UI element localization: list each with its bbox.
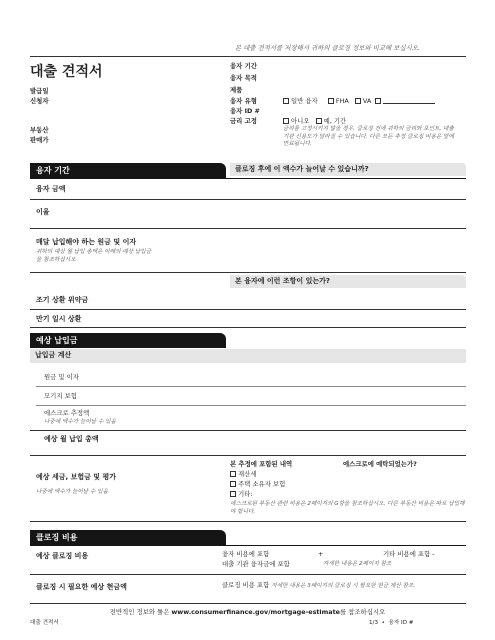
- rate-lock-label: 금리 고정: [230, 117, 257, 125]
- total-divider: [30, 455, 466, 456]
- escrow-label: 에스크로 추정액: [44, 409, 90, 417]
- cash-note-details: 자세한 내용은 3페이지의 클로징 시 필요한 현금 계산 참조.: [271, 583, 416, 589]
- cash-note-includes: 클로징 비용 포함: [222, 581, 270, 589]
- footer-info-prefix: 전반적인 정보와 툴은: [109, 608, 172, 616]
- taxes-label: 예상 세금, 보험금 및 평가: [36, 473, 117, 481]
- header-divider: [30, 56, 466, 57]
- property-taxes-checkbox[interactable]: [230, 471, 236, 477]
- footer-bullet: •: [381, 620, 385, 626]
- applicant-label: 신청자: [30, 97, 49, 105]
- pi-divider: [36, 386, 466, 387]
- footer-page-info: [369, 620, 413, 628]
- product-label: 제품: [230, 86, 243, 94]
- cash-divider: [30, 603, 466, 604]
- rate-lock-yes-checkbox[interactable]: [316, 118, 322, 124]
- cfpb-link[interactable]: www.consumerfinance.gov/mortgage-estimate: [171, 608, 340, 616]
- rate-lock-no-checkbox[interactable]: [283, 118, 289, 124]
- escrow-divider: [30, 430, 466, 431]
- page-number: 1/3: [369, 620, 379, 626]
- loan-term-label: 융자 기간: [230, 62, 257, 70]
- footer-info: [0, 608, 495, 617]
- other-checkbox[interactable]: [230, 491, 236, 497]
- closing-costs-header: 클로징 비용: [30, 530, 226, 545]
- loan-type-other-field[interactable]: [383, 97, 435, 104]
- other-item: [230, 490, 253, 499]
- rate-lock-no-label: 아니오: [291, 117, 310, 125]
- issue-date-label: 발급일: [30, 87, 49, 95]
- rate-lock-note: 금리를 고정시키지 않을 경우, 클로징 전에 귀하의 금리와 포인트, 대출 기관 신용도가 달라질 수 있습니다. 다른 모든 추정 클로징 비용은 앞에 만료됩니다.: [283, 126, 454, 148]
- costs-plus: +: [318, 550, 324, 558]
- loan-type-options: [283, 97, 435, 106]
- rate-lock-options: [283, 117, 346, 126]
- prepayment-penalty-label: 조기 상환 위약금: [36, 296, 89, 304]
- loan-amount-row: [30, 179, 466, 200]
- mi-divider: [36, 405, 466, 406]
- increase-question-header: 클로징 후에 이 액수가 늘어날 수 있습니까?: [230, 163, 466, 176]
- loan-features-header: 본 융자에 이런 조항이 있는가?: [230, 275, 466, 288]
- page-title: 대출 견적서: [30, 64, 103, 80]
- escrow-note: 나중에 액수가 늘어날 수 있음: [44, 419, 116, 425]
- loan-id-label: 융자 ID #: [230, 107, 260, 115]
- loan-terms-header: 융자 기간: [30, 163, 226, 178]
- cash-to-close-note: [222, 581, 466, 591]
- homeowners-insurance-item: [230, 480, 285, 489]
- prepayment-row: [30, 289, 466, 310]
- loan-amount-label: 융자 금액: [36, 185, 66, 193]
- purpose-label: 융자 목적: [230, 74, 257, 82]
- loan-type-other-checkbox[interactable]: [375, 98, 381, 104]
- payment-calc-header: 납입금 계산: [30, 349, 466, 363]
- estimated-closing-costs-label: 예상 클로징 비용: [36, 552, 89, 560]
- costs-other-costs: 기타 비용에 포함 -: [383, 550, 435, 558]
- includes-note: 에스크로된 부동산 관련 비용은 2페이지의 G항을 참조하십시오. 다른 부동산 비용은 따로 납입해야 합니다.: [230, 501, 465, 515]
- balloon-row: [30, 310, 466, 328]
- footer-info-suffix: 를 참조하십시오: [339, 608, 386, 616]
- includes-header: 본 추정에 포함된 내역: [230, 460, 293, 468]
- loan-type-va-label: VA: [362, 97, 372, 105]
- monthly-pi-label: 매달 납입해야 하는 원금 및 이자: [36, 238, 137, 246]
- principal-interest-label: 원금 및 이자: [44, 373, 79, 381]
- property-taxes-item: [230, 470, 257, 479]
- compare-note: 본 대출 견적서를 저장해서 귀하의 클로징 정보와 비교해 보십시오.: [235, 44, 420, 52]
- loan-type-fha-checkbox[interactable]: [328, 98, 334, 104]
- sale-price-label: 판매가: [30, 136, 49, 144]
- footer-loan-id: 융자 ID #: [388, 620, 414, 626]
- other-label: 기타:: [238, 490, 253, 498]
- monthly-pi-note: 귀하의 예상 월 납입 총액은 아래의 예상 납입금을 참조하십시오: [36, 249, 152, 263]
- loan-type-va-checkbox[interactable]: [355, 98, 361, 104]
- costs-divider: [30, 574, 466, 575]
- taxes-note: 나중에 액수가 늘어날 수 있음: [36, 489, 108, 495]
- loan-type-fha-label: FHA: [335, 97, 349, 105]
- projected-payments-header: 예상 납입금: [30, 333, 226, 348]
- interest-rate-label: 이율: [36, 208, 50, 216]
- cash-to-close-label: 클로징 시 필요한 예상 현금액: [36, 583, 127, 591]
- taxes-bottom-divider: [30, 521, 466, 522]
- costs-lender-credits: 대출 기관 융자금에 포함: [222, 560, 290, 568]
- monthly-pi-row: [30, 229, 466, 273]
- loan-type-conventional-label: 일반 융자: [291, 97, 318, 105]
- rate-lock-yes-label: 예, 기간: [323, 117, 347, 125]
- loan-type-conventional-checkbox[interactable]: [283, 98, 289, 104]
- escrow-included-header: 에스크로에 예탁되었는가?: [343, 460, 417, 468]
- property-label: 부동산: [30, 126, 49, 134]
- total-monthly-label: 예상 월 납입 총액: [44, 435, 99, 443]
- mortgage-insurance-label: 모기지 보험: [44, 392, 77, 400]
- costs-loan-costs: 융자 비용에 포함: [222, 550, 270, 558]
- costs-page2-note: 자세한 내용은 2페이지 참조: [323, 561, 392, 567]
- balloon-payment-label: 만기 일시 상환: [36, 315, 82, 323]
- loan-type-label: 융자 유형: [230, 97, 257, 105]
- footer-form-name: 대출 견적서: [30, 620, 59, 626]
- homeowners-insurance-label: 주택 소유자 보험: [238, 480, 286, 488]
- interest-rate-row: [30, 200, 466, 229]
- closing-costs-rule: [30, 545, 466, 546]
- homeowners-insurance-checkbox[interactable]: [230, 481, 236, 487]
- property-taxes-label: 재산세: [238, 470, 257, 478]
